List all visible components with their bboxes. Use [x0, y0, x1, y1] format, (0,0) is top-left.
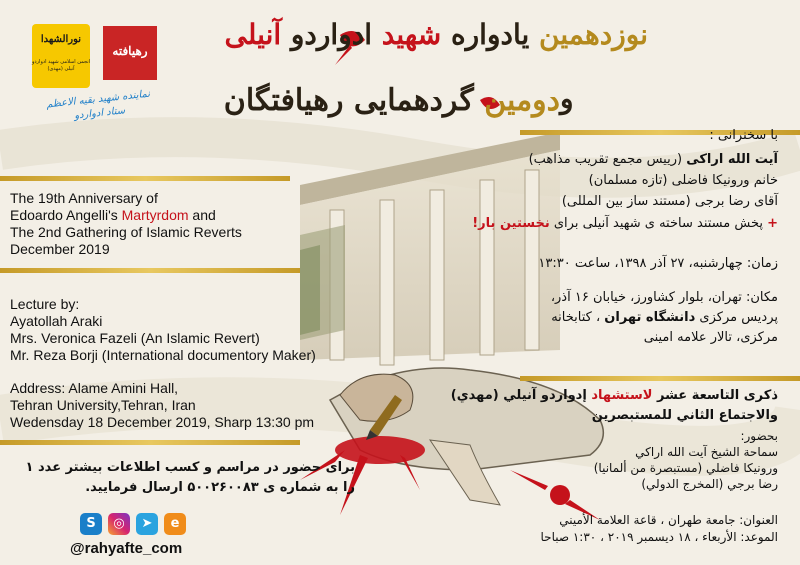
gold-divider — [520, 376, 800, 381]
arabic-address-block — [440, 512, 778, 546]
arabic-date: الموعد: الأربعاء ، ١٨ ديسمبر ٢٠١٩ ، ١:٣٠ صباحا — [540, 530, 778, 544]
english-line2-prefix: Edoardo Angelli's — [10, 207, 122, 223]
attendee-1: سماحة الشيخ آيت الله اراكي — [635, 445, 778, 459]
arabic-line1-suffix: إدواردو آنيلي (مهدي) — [450, 388, 587, 403]
arabic-address: العنوان: جامعة طهران ، قاعة العلامة الأميني — [559, 513, 778, 527]
lecture-header: Lecture by: — [10, 296, 80, 312]
english-title — [10, 190, 340, 258]
arabic-attendees — [440, 428, 778, 492]
arabic-martyrdom: لاستشهاد — [591, 388, 653, 403]
arabic-line1 — [440, 386, 778, 406]
place-line3: مرکزی، تالار علامه امینی — [643, 330, 778, 345]
lecturer-1: Ayatollah Araki — [10, 313, 103, 329]
english-line4: December 2019 — [10, 241, 110, 257]
place2-prefix: پردیس مرکزی — [695, 310, 778, 325]
gold-divider — [0, 176, 290, 181]
main-title-line1 — [224, 18, 648, 51]
instagram-icon[interactable]: ◎ — [108, 513, 130, 535]
english-line2 — [10, 207, 340, 224]
plus-sign: + — [767, 216, 778, 231]
attend-header: بحضور: — [740, 429, 778, 443]
title-mid: یادواره — [450, 18, 530, 51]
title2-prefix: دومین — [484, 83, 560, 118]
register-line1: برای حضور در مراسم و کسب اطلاعات بیشتر عدد ۱ — [25, 460, 355, 475]
attendee-3: رضا برجي (المخرج الدولي) — [641, 477, 778, 491]
gold-divider — [0, 440, 300, 445]
english-lecture — [10, 296, 340, 364]
main-title-line2 — [223, 83, 560, 118]
arabic-line2: والاجتماع الثاني للمستبصرين — [591, 408, 778, 423]
calligraphy-text: نماینده شهید بقیه الاعظم ستاد ادواردو — [45, 88, 151, 122]
speaker1-role: (رییس مجمع تقریب مذاهب) — [528, 152, 683, 167]
register-line2: را به شماره ی ۵۰۰۲۶۰۰۸۳ ارسال فرمایید. — [85, 480, 355, 495]
attendee-2: ورونيكا فاضلي (مستبصرة من ألمانيا) — [593, 461, 778, 475]
address-line2: Tehran University,Tehran, Iran — [10, 397, 196, 413]
screening-prefix: پخش مستند ساخته ی شهید آنیلی برای — [549, 216, 763, 231]
speaker-3: آقای رضا برجی (مستند ساز بین المللی) — [561, 194, 778, 209]
arabic-line1-prefix: ذكرى التاسعة عشر — [652, 388, 778, 403]
english-address — [10, 380, 340, 431]
title-name: ادواردو — [290, 18, 372, 51]
telegram-icon[interactable]: ➤ — [136, 513, 158, 535]
screening-note — [470, 214, 778, 234]
speakers-header: با سخنرانی : — [709, 128, 778, 143]
title-conj: و — [560, 82, 574, 115]
speaker-1 — [470, 150, 778, 170]
rahyafte-logo-text: رهیافته — [112, 44, 148, 58]
place-line1: مکان: تهران، بلوار کشاورز، خیابان ۱۶ آذر، — [550, 290, 778, 305]
english-line2-suffix: and — [188, 207, 216, 223]
english-line3: The 2nd Gathering of Islamic Reverts — [10, 224, 242, 240]
address-line1: Address: Alame Amini Hall, — [10, 380, 179, 396]
logo-text: نورالشهدا — [40, 34, 82, 45]
event-time: زمان: چهارشنبه، ۲۷ آذر ۱۳۹۸، ساعت ۱۳:۳۰ — [538, 256, 778, 271]
noor-al-shohada-logo — [32, 24, 90, 88]
speaker1-name: آیت الله اراکی — [686, 152, 778, 167]
title-prefix: نوزدهمین — [539, 18, 648, 51]
logo-subtext: انجمن اسلامی شهید ادواردو آنیلی (مهدی) — [32, 59, 90, 72]
social-handle[interactable]: @rahyafte_com — [70, 540, 183, 557]
address-line3: Wedensday 18 December 2019, Sharp 13:30 pm — [10, 414, 315, 430]
title-surname: آنیلی — [224, 18, 282, 51]
calligraphy-logo — [40, 88, 158, 137]
soroush-icon[interactable]: S — [80, 513, 102, 535]
title2-rest: گردهمایی رهیافتگان — [223, 83, 474, 118]
rahyafte-logo — [103, 26, 157, 80]
title-martyr: شهید — [381, 18, 442, 51]
place2-bold: دانشگاه تهران — [604, 310, 696, 325]
gold-divider — [0, 268, 300, 273]
screening-first-time: نخستین بار! — [472, 216, 550, 231]
place-line2 — [470, 308, 778, 328]
registration-info — [20, 458, 355, 498]
lecturer-3: Mr. Reza Borji (International documentory Maker) — [10, 347, 316, 363]
speaker-2: خانم ورونیکا فاضلی (تازه مسلمان) — [588, 173, 778, 188]
place2-suffix: ، کتابخانه — [551, 310, 601, 325]
title-conjunction — [560, 82, 574, 115]
english-martyrdom: Martyrdom — [121, 207, 189, 223]
lecturer-2: Mrs. Veronica Fazeli (An Islamic Revert) — [10, 330, 260, 346]
english-line1: The 19th Anniversary of — [10, 190, 158, 206]
eitaa-icon[interactable]: e — [164, 513, 186, 535]
